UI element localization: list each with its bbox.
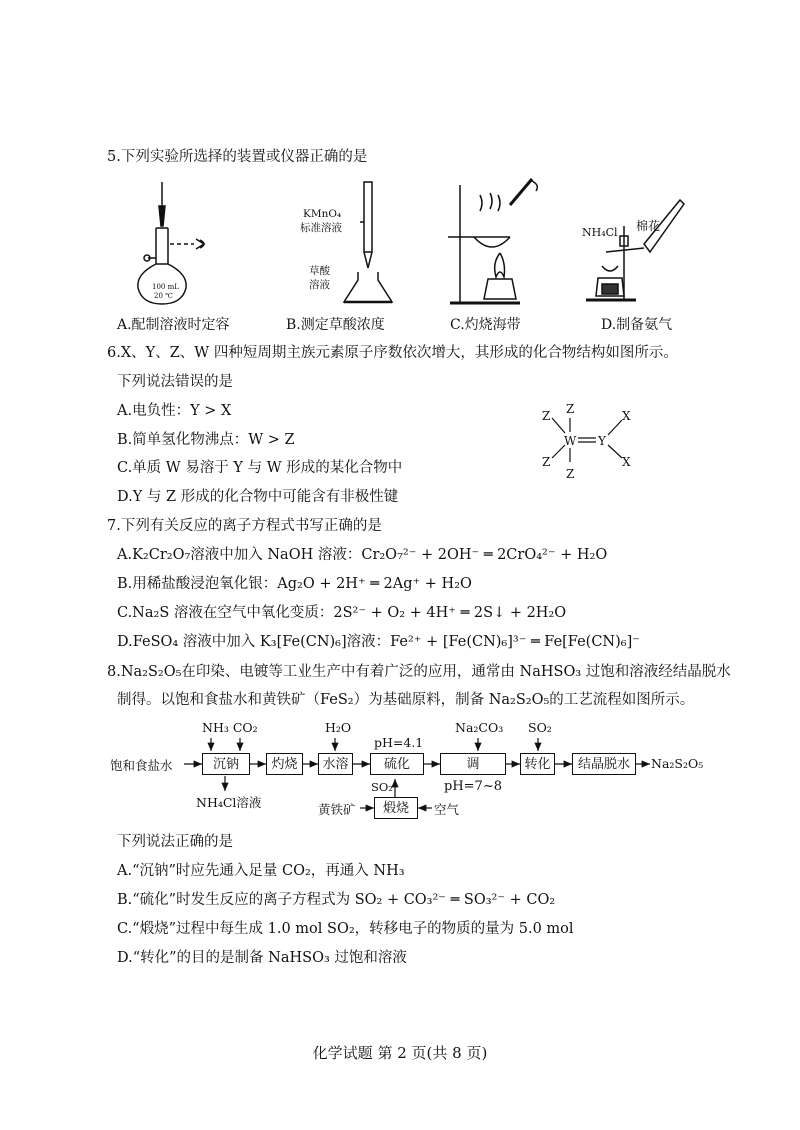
q8-option-a: A.“沉钠”时应先通入足量 CO₂，再通入 NH₃ [117, 863, 405, 879]
q8-option-d: D.“转化”的目的是制备 NaHSO₃ 过饱和溶液 [117, 950, 407, 966]
q6-atom-x-bottom: X [622, 455, 631, 469]
q5-option-a: A.配制溶液时定容 [117, 317, 230, 333]
q8-flow-box-sulfurize: 硫化 [370, 753, 424, 775]
q5-b-kmno4: KMnO₄ [303, 208, 342, 220]
q8-flow-box-roast: 煅烧 [374, 797, 418, 819]
q8-flow-product: Na₂S₂O₅ [651, 756, 704, 771]
q7-option-c: C.Na₂S 溶液在空气中氧化变质：2S²⁻ + O₂ + 4H⁺ ═ 2S↓ + 2H₂O [117, 605, 567, 621]
q8-flow-input-na2co3: Na₂CO₃ [455, 720, 504, 735]
q6-stem-1: 6.X、Y、Z、W 四种短周期主族元素原子序数依次增大，其形成的化合物结构如图所示。 [107, 345, 678, 361]
q6-atom-x-top: X [622, 409, 631, 423]
q8-stem-1: 8.Na₂S₂O₅在印染、电镀等工业生产中有着广泛的应用，通常由 NaHSO₃ 过饱和溶液经结晶脱水 [107, 664, 731, 680]
q8-flow-box-adjust-ph: 调pH=7~8 [440, 753, 506, 775]
page-footer: 化学试题 第 2 页(共 8 页) [312, 1044, 488, 1062]
q8-flow-input-nh3-co2: NH₃ CO₂ [202, 720, 258, 735]
q8-option-c: C.“煅烧”过程中每生成 1.0 mol SO₂，转移电子的物质的量为 5.0 mol [117, 921, 574, 937]
q8-flow-box-burn: 灼烧 [266, 753, 303, 775]
q5-b-oxalic: 草酸 [309, 265, 330, 277]
q6-atom-z-bottom: Z [566, 467, 575, 481]
q6-atom-y: Y [598, 434, 606, 448]
q8-flow-input-so2: SO₂ [528, 720, 552, 735]
q7-option-a: A.K₂Cr₂O₇溶液中加入 NaOH 溶液：Cr₂O₇²⁻ + 2OH⁻ ═ 2CrO₄²⁻ + H₂O [117, 547, 608, 563]
q5-b-solution: 溶液 [309, 279, 330, 291]
q8-flow-so2-up: SO₂ [371, 780, 393, 794]
q8-stem-2: 制得。以饱和食盐水和黄铁矿（FeS₂）为基础原料，制备 Na₂S₂O₅的工艺流程如图所示。 [117, 692, 695, 708]
q5-a-flask-temp: 20 ℃ [154, 292, 173, 300]
q5-option-d: D.制备氨气 [601, 317, 673, 333]
q8-flow-box-convert: 转化 [520, 753, 555, 775]
q6-stem-2: 下列说法错误的是 [117, 374, 233, 390]
q5-d-nh4cl: NH₄Cl [582, 226, 618, 239]
q7-option-b: B.用稀盐酸浸泡氧化银：Ag₂O + 2H⁺ ═ 2Ag⁺ + H₂O [117, 576, 472, 592]
q8-flow-box-dissolve: 水溶 [318, 753, 353, 775]
q8-flow-input-h2o: H₂O [325, 720, 352, 735]
q8-flow-box-crystallize: 结晶脱水 [572, 753, 636, 775]
q8-flow-start: 饱和食盐水 [110, 758, 173, 773]
q5-d-cotton: 棉花 [636, 219, 661, 233]
q6-option-c: C.单质 W 易溶于 Y 与 W 形成的某化合物中 [117, 460, 403, 476]
q7-option-d: D.FeSO₄ 溶液中加入 K₃[Fe(CN)₆]溶液：Fe²⁺ + [Fe(CN)₆]³⁻ ═ Fe[Fe(CN)₆]⁻ [117, 634, 640, 650]
q8-option-b: B.“硫化”时发生反应的离子方程式为 SO₂ + CO₃²⁻ ═ SO₃²⁻ + CO₂ [117, 892, 556, 908]
q8-flow-ph: pH=4.1 [374, 735, 424, 750]
q8-stem-3: 下列说法正确的是 [117, 834, 233, 850]
q6-atom-w: W [564, 434, 577, 448]
q5-a-flask-volume: 100 mL [152, 283, 179, 291]
q6-atom-z-left-bottom: Z [542, 455, 551, 469]
q5-b-standard: 标准溶液 [300, 222, 342, 234]
q6-option-b: B.简单氢化物沸点：W > Z [117, 432, 295, 448]
q8-flow-air: 空气 [434, 802, 460, 817]
q5-stem: 5.下列实验所选择的装置或仪器正确的是 [107, 149, 368, 165]
q5-option-b: B.测定草酸浓度 [286, 317, 385, 333]
q8-flow-output-nh4cl: NH₄Cl溶液 [196, 795, 262, 810]
q6-option-d: D.Y 与 Z 形成的化合物中可能含有非极性键 [117, 489, 399, 505]
q6-atom-z-top: Z [566, 402, 575, 416]
q8-flow-pyrite: 黄铁矿 [318, 802, 356, 817]
q6-atom-z-left-top: Z [542, 409, 551, 423]
q7-stem: 7.下列有关反应的离子方程式书写正确的是 [107, 518, 382, 534]
q8-flow-box-precipitate: 沉钠 [202, 753, 250, 775]
q5-option-c: C.灼烧海带 [450, 317, 521, 333]
q6-option-a: A.电负性：Y > X [117, 403, 232, 419]
